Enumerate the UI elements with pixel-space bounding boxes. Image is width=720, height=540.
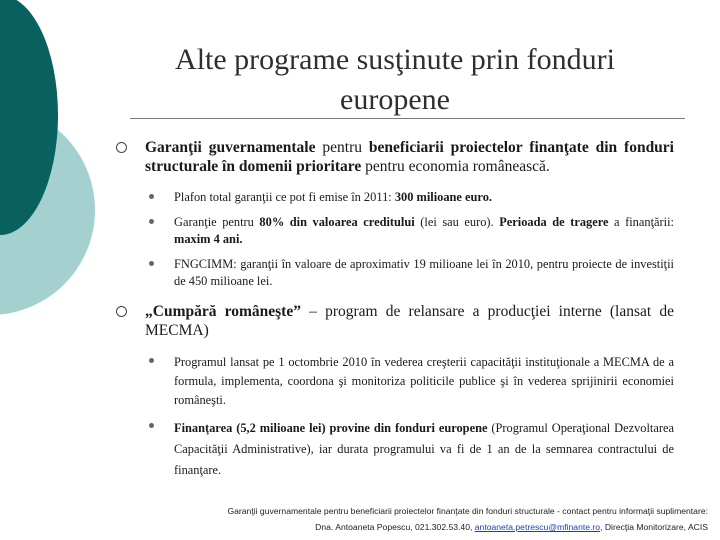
slide-title bbox=[130, 40, 660, 120]
buy-romanian-strong: „Cumpără româneşte” bbox=[145, 303, 301, 320]
footer-contact bbox=[128, 503, 708, 535]
share-text-2: (lei sau euro). bbox=[414, 215, 500, 229]
title-line-1: Alte programe susţinute prin fonduri bbox=[175, 43, 615, 76]
guarantees-strong-1: Garanţii guvernamentale bbox=[145, 139, 316, 156]
sub-bullet-fngcimm bbox=[174, 256, 674, 290]
ceiling-text: Plafon total garanţii ce pot fi emise în 2011: bbox=[174, 190, 395, 204]
ring-bullet-icon bbox=[116, 306, 127, 317]
footer-line-2 bbox=[128, 519, 708, 535]
bullet-guarantees bbox=[116, 138, 674, 176]
dot-bullet-icon bbox=[149, 261, 154, 266]
dot-bullet-icon bbox=[149, 423, 154, 428]
guarantees-text-2: pentru economia românească. bbox=[361, 158, 550, 175]
share-text-3: a finanţării: bbox=[608, 215, 674, 229]
dot-bullet-icon bbox=[149, 219, 154, 224]
footer-contact-name: Dna. Antoaneta Popescu, 021.302.53.40, bbox=[315, 522, 475, 532]
guarantees-strong-2: beneficiarii proiectelor finanţate din fonduri structurale în domenii prioritare bbox=[145, 139, 674, 175]
ring-bullet-icon bbox=[116, 142, 127, 153]
dot-bullet-icon bbox=[149, 358, 154, 363]
share-text-1: Garanţie pentru bbox=[174, 215, 260, 229]
share-strong-3: maxim 4 ani. bbox=[174, 232, 243, 246]
buy-romanian-text: – program de relansare a producţiei interne (lansat de MECMA) bbox=[145, 303, 674, 339]
sub-bullet-guarantee-share bbox=[174, 214, 674, 248]
guarantees-text-1: pentru bbox=[315, 139, 369, 156]
share-strong-1: 80% din valoarea creditului bbox=[259, 215, 415, 229]
bullet-buy-romanian bbox=[116, 302, 674, 340]
footer-department: , Direcţia Monitorizare, ACIS bbox=[600, 522, 708, 532]
dot-bullet-icon bbox=[149, 194, 154, 199]
title-line-2: europene bbox=[340, 83, 450, 116]
contact-email-link[interactable]: antoaneta.petrescu@mfinante.ro bbox=[474, 522, 601, 532]
title-divider bbox=[130, 118, 685, 119]
program-launch-text: Programul lansat pe 1 octombrie 2010 în vederea creşterii capacităţii instituţionale a MECMA de a formula, implementa, coordona şi monitoriza politicile publice şi în vederea sprijinirii economiei româneşti. bbox=[174, 355, 674, 407]
slide-content bbox=[116, 138, 674, 481]
ceiling-strong: 300 milioane euro. bbox=[394, 190, 492, 204]
footer-line-1: Garanţii guvernamentale pentru beneficiarii proiectelor finanţate din fonduri structurale - contact pentru informaţii suplimentare: bbox=[227, 506, 708, 516]
financing-text: (Programul Operaţional Dezvoltarea Capacităţii Administrative), iar durata programului va fi de 1 an de la semnarea contractului de finanţare. bbox=[174, 421, 674, 477]
sub-bullet-program-launch bbox=[174, 353, 674, 410]
share-strong-2: Perioada de tragere bbox=[499, 215, 609, 229]
fngcimm-text: FNGCIMM: garanţii în valoare de aproximativ 19 milioane lei în 2010, pentru proiecte de investiţii de 450 milioane lei. bbox=[174, 257, 674, 288]
financing-strong: Finanţarea (5,2 milioane lei) provine din fonduri europene bbox=[174, 421, 488, 435]
sub-bullet-ceiling bbox=[174, 189, 674, 206]
sub-bullet-financing bbox=[174, 418, 674, 481]
